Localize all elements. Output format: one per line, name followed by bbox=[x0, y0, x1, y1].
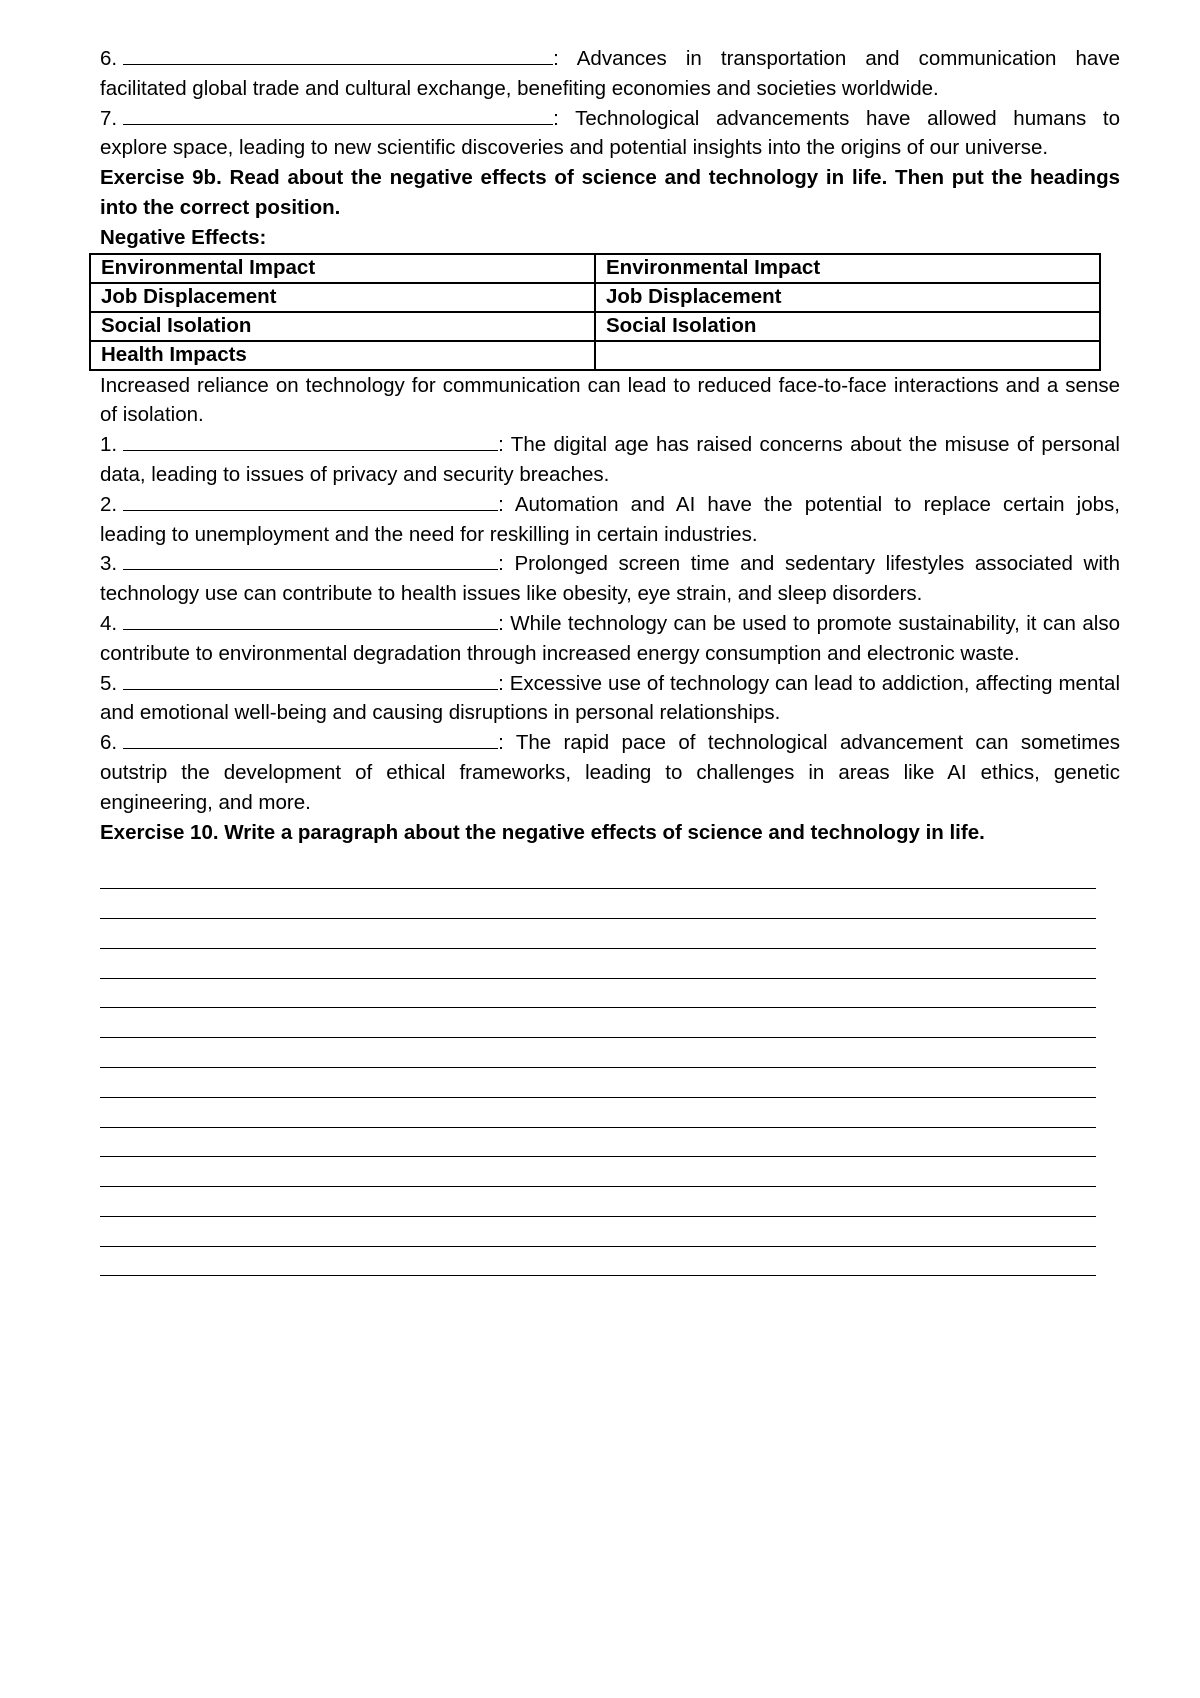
writing-line[interactable] bbox=[100, 1068, 1096, 1098]
exercise-9b-instruction: Exercise 9b. Read about the negative effects of science and technology in life. Then put the headings into the correct position. bbox=[100, 166, 1120, 219]
writing-line[interactable] bbox=[100, 919, 1096, 949]
writing-area[interactable] bbox=[100, 859, 1120, 1276]
writing-line[interactable] bbox=[100, 949, 1096, 979]
writing-line[interactable] bbox=[100, 1247, 1096, 1277]
writing-line[interactable] bbox=[100, 1217, 1096, 1247]
exercise-10-instruction: Exercise 10. Write a paragraph about the negative effects of science and technology in life. bbox=[100, 820, 985, 844]
top-item-7: 7. : Technological advancements have allowed humans to explore space, leading to new scientific discoveries and potential insights into the origins of our universe. bbox=[100, 104, 1120, 164]
answer-blank[interactable] bbox=[123, 44, 553, 65]
answer-blank[interactable] bbox=[123, 430, 498, 451]
table-row bbox=[90, 341, 1100, 370]
table-cell bbox=[595, 341, 1100, 370]
answer-blank[interactable] bbox=[123, 609, 498, 630]
negative-effects-subheading: Negative Effects: bbox=[100, 225, 267, 249]
writing-line[interactable] bbox=[100, 859, 1096, 889]
table-cell: Health Impacts bbox=[90, 341, 595, 370]
table-row bbox=[90, 283, 1100, 312]
table-cell: Job Displacement bbox=[90, 283, 595, 312]
headings-table bbox=[89, 253, 1101, 371]
writing-line[interactable] bbox=[100, 979, 1096, 1009]
list-item: 3. : Prolonged screen time and sedentary lifestyles associated with technology use can contribute to health issues like obesity, eye strain, and sleep disorders. bbox=[100, 549, 1120, 609]
writing-line[interactable] bbox=[100, 1187, 1096, 1217]
worksheet-page bbox=[100, 44, 1120, 1276]
table-cell: Social Isolation bbox=[90, 312, 595, 341]
table-cell: Social Isolation bbox=[595, 312, 1100, 341]
table-cell: Environmental Impact bbox=[90, 254, 595, 283]
example-text: Increased reliance on technology for communication can lead to reduced face-to-face interactions and a sense of isolation. bbox=[100, 373, 1120, 427]
top-item-6: 6. : Advances in transportation and communication have facilitated global trade and cultural exchange, benefiting economies and societies worldwide. bbox=[100, 44, 1120, 104]
list-item: 1. : The digital age has raised concerns about the misuse of personal data, leading to issues of privacy and security breaches. bbox=[100, 430, 1120, 490]
writing-line[interactable] bbox=[100, 1128, 1096, 1158]
answer-blank[interactable] bbox=[123, 549, 498, 570]
answer-blank[interactable] bbox=[123, 669, 498, 690]
writing-line[interactable] bbox=[100, 1038, 1096, 1068]
writing-line[interactable] bbox=[100, 1098, 1096, 1128]
table-cell: Job Displacement bbox=[595, 283, 1100, 312]
table-row bbox=[90, 312, 1100, 341]
answer-blank[interactable] bbox=[123, 104, 553, 125]
writing-line[interactable] bbox=[100, 1008, 1096, 1038]
answer-blank[interactable] bbox=[123, 490, 498, 511]
table-row bbox=[90, 254, 1100, 283]
list-item: 2. : Automation and AI have the potential to replace certain jobs, leading to unemployment and the need for reskilling in certain industries. bbox=[100, 490, 1120, 550]
writing-line[interactable] bbox=[100, 1157, 1096, 1187]
writing-line[interactable] bbox=[100, 889, 1096, 919]
list-item: 6. : The rapid pace of technological advancement can sometimes outstrip the development of ethical frameworks, leading to challenges in areas like AI ethics, genetic engineering, and more. bbox=[100, 728, 1120, 817]
list-item: 5. : Excessive use of technology can lead to addiction, affecting mental and emotional well-being and causing disruptions in personal relationships. bbox=[100, 669, 1120, 729]
list-item: 4. : While technology can be used to promote sustainability, it can also contribute to environmental degradation through increased energy consumption and electronic waste. bbox=[100, 609, 1120, 669]
table-cell: Environmental Impact bbox=[595, 254, 1100, 283]
answer-blank[interactable] bbox=[123, 728, 498, 749]
